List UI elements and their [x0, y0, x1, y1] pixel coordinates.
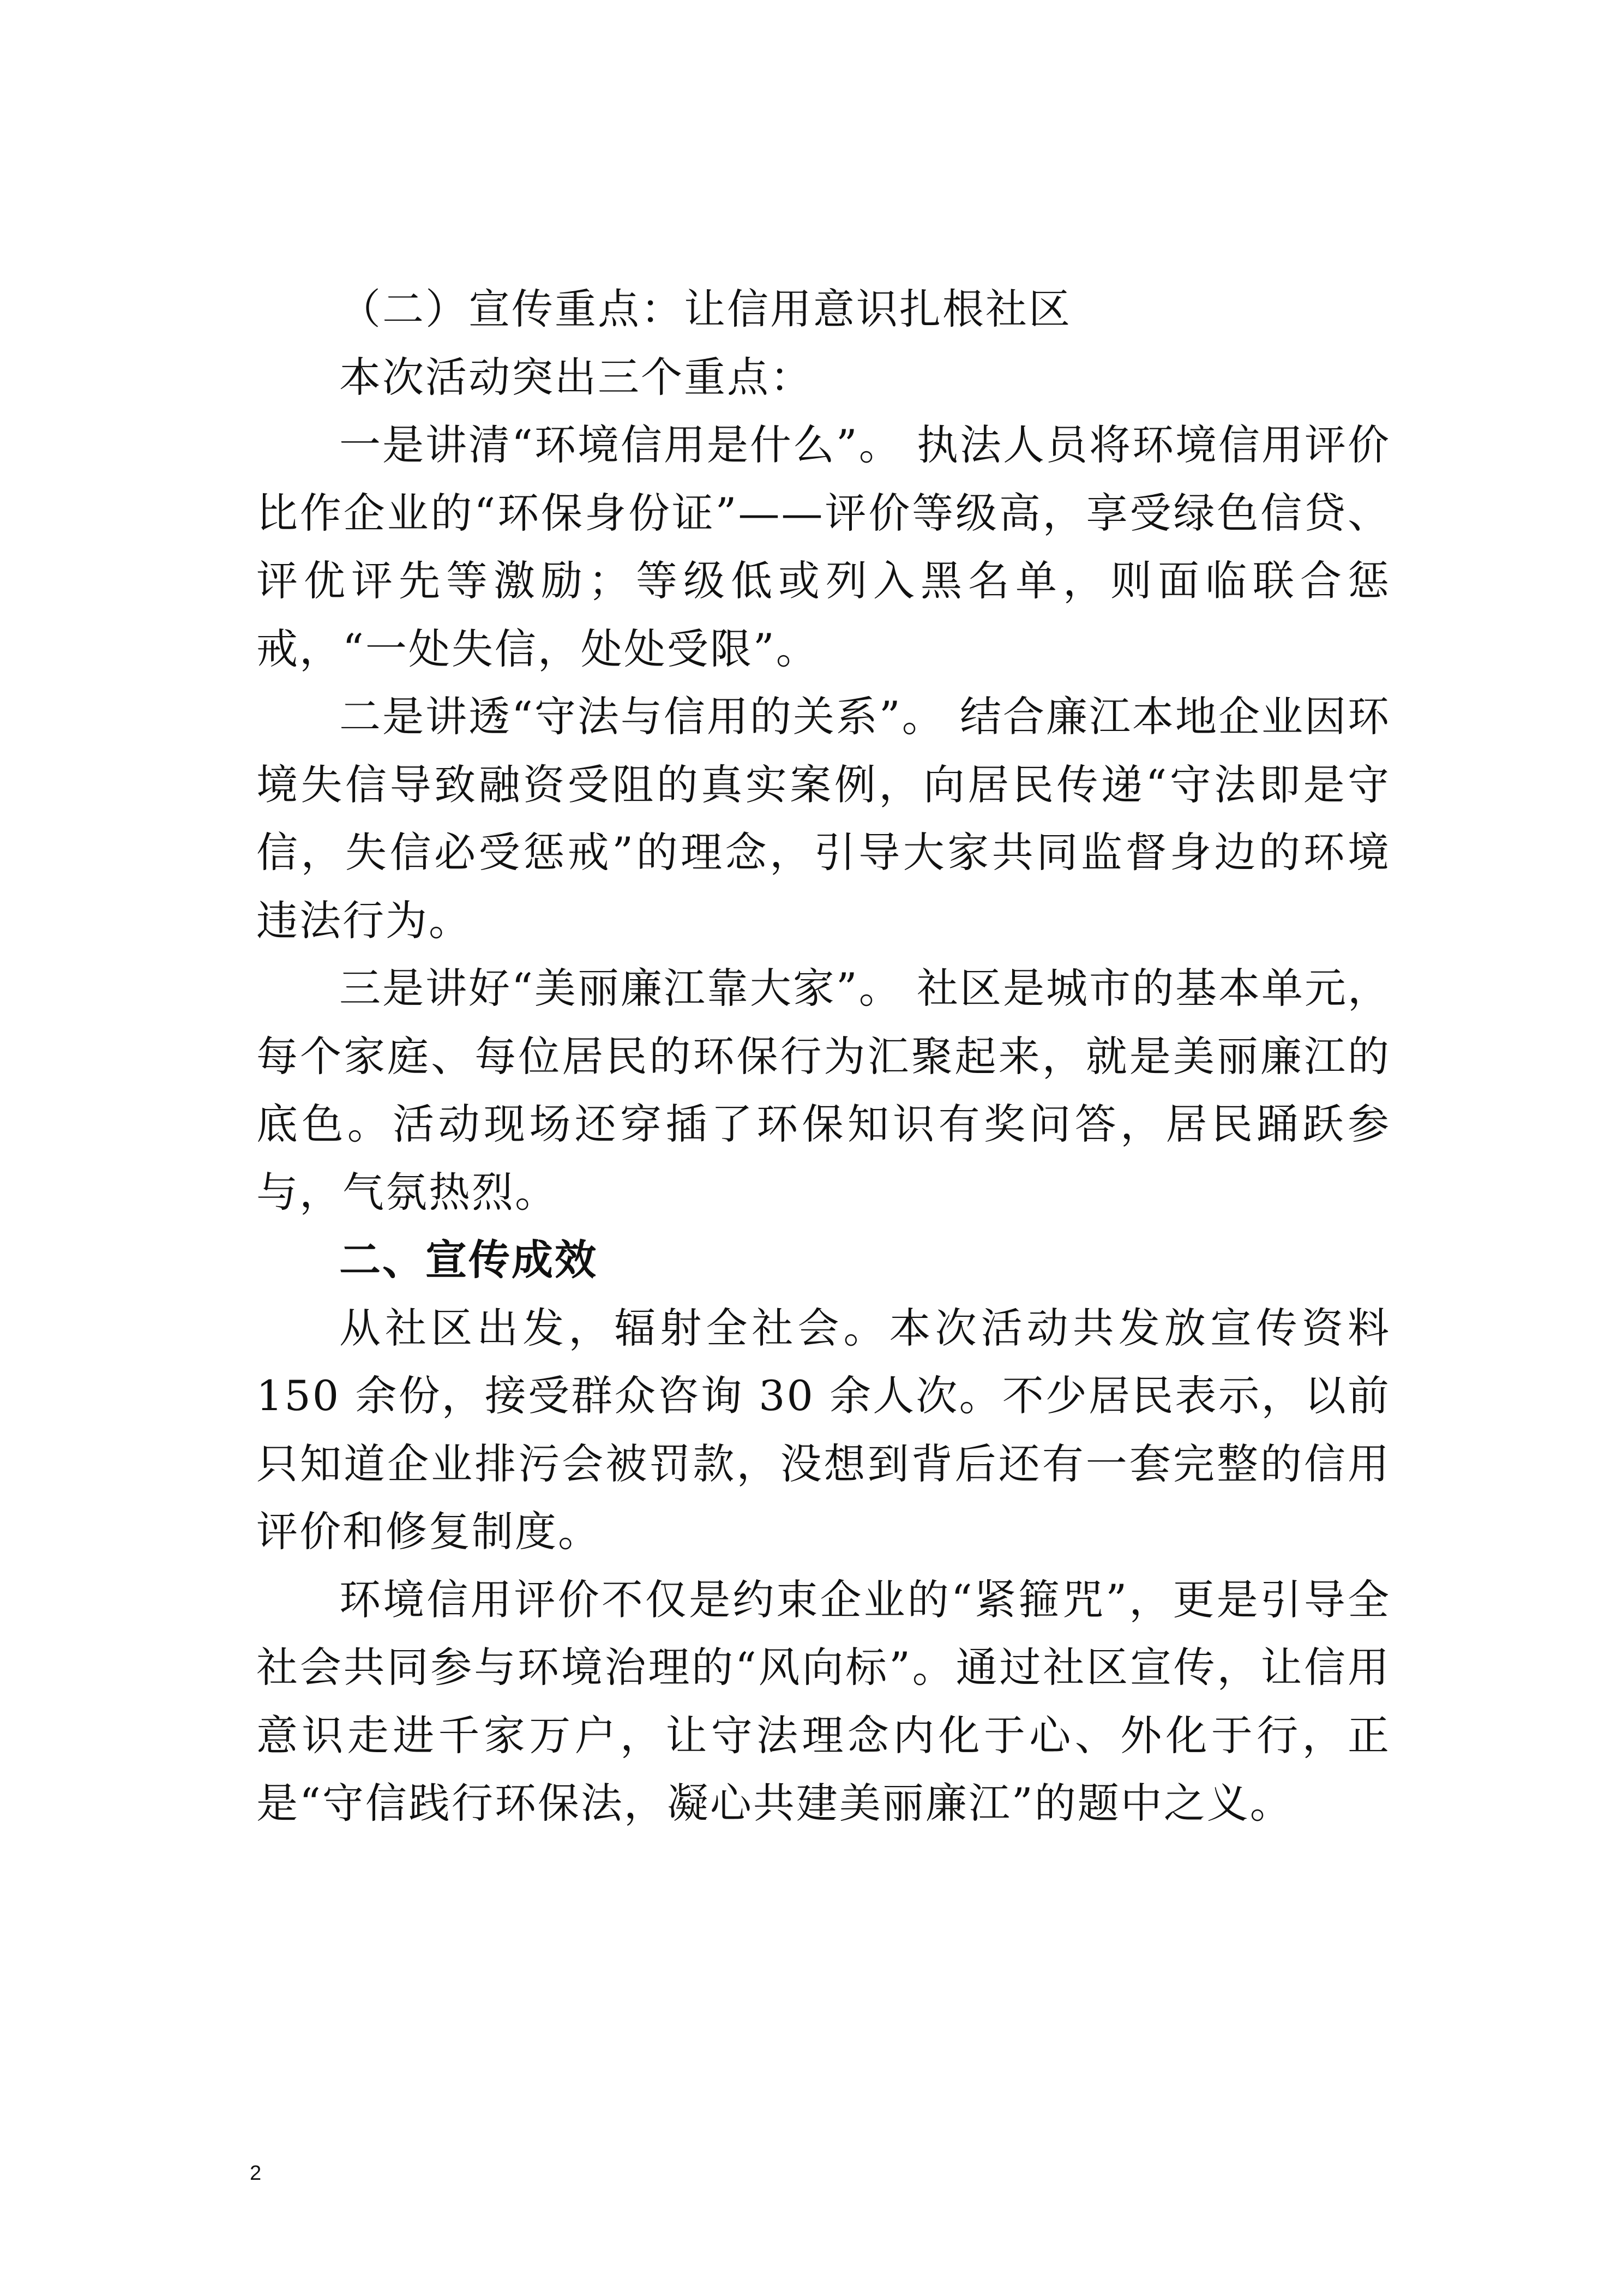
body-paragraph: 本次活动突出三个重点： — [339, 352, 813, 401]
body-paragraph: 环境信用评价不仅是约束企业的“紧箍咒”，更是引导全社会共同参与环境治理的“风向标”。通过社区宣传，让信用意识走进千家万户，让守法理念内化于心、外化于行，正是“守信践行环保法，凝心共建美丽廉江”的题中之义。 — [256, 1575, 1391, 1827]
body-paragraph: 三是讲好“美丽廉江靠大家”。 社区是城市的基本单元，每个家庭、每位居民的环保行为汇聚起来，就是美丽廉江的底色。活动现场还穿插了环保知识有奖问答，居民踊跃参与，气氛热烈。 — [256, 964, 1391, 1216]
body-paragraph: 二是讲透“守法与信用的关系”。 结合廉江本地企业因环境失信导致融资受阻的真实案例，向居民传递“守法即是守信，失信必受惩戒”的理念，引导大家共同监督身边的环境违法行为。 — [256, 692, 1391, 945]
page-number: 2 — [250, 2162, 262, 2185]
section-subheading: （二）宣传重点：让信用意识扎根社区 — [339, 285, 1072, 333]
body-paragraph: 从社区出发，辐射全社会。本次活动共发放宣传资料 150 余份，接受群众咨询 30 余人次。不少居民表示，以前只知道企业排污会被罚款，没想到背后还有一套完整的信用评价和修复制度。 — [256, 1303, 1391, 1556]
section-heading: 二、宣传成效 — [339, 1236, 598, 1284]
document-body — [256, 275, 1391, 1838]
body-paragraph: 一是讲清“环境信用是什么”。 执法人员将环境信用评价比作企业的“环保身份证”——评价等级高，享受绿色信贷、评优评先等激励；等级低或列入黑名单，则面临联合惩戒，“一处失信，处处受限”。 — [256, 421, 1391, 673]
